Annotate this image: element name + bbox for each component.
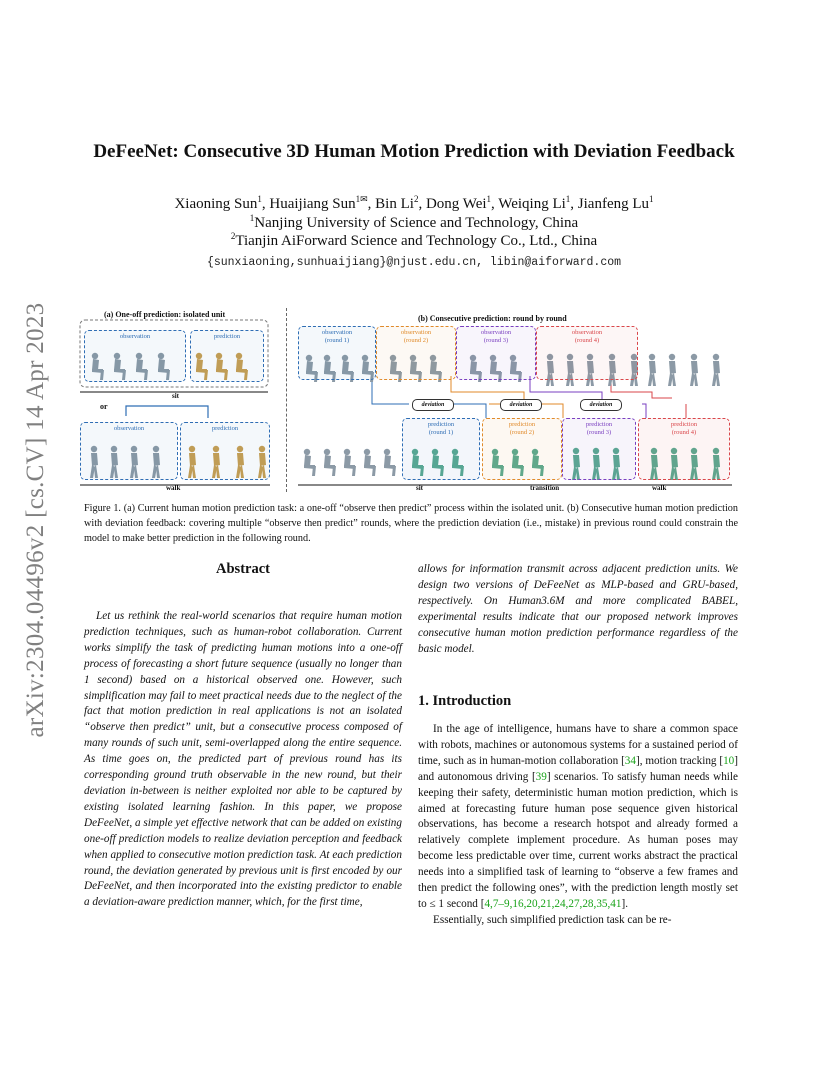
intro-paragraph-2: Essentially, such simplified prediction task can be re- — [433, 913, 672, 926]
affiliation-1: $^1$Nanjing University of Science and Technology, China — [249, 213, 579, 231]
or-label: or — [100, 402, 108, 411]
paper-title: DeFeeNet: Consecutive 3D Human Motion Prediction with Deviation Feedback — [93, 141, 735, 162]
observation-label: observation — [113, 425, 145, 432]
author-emails: {sunxiaoning,sunhuaijiang}@njust.edu.cn, libin@aiforward.com — [206, 256, 622, 269]
author-list: Xiaoning Sun$^1$, Huaijiang Sun$^{1✉}$, Bin Li$^2$, Dong Wei$^1$, Weiqing Li$^1$, Jianfeng Lu$^1$ — [174, 194, 654, 212]
axis-label-sit: sit — [172, 392, 179, 400]
citation-links[interactable]: 4,7–9,16,20,21,24,27,28,35,41 — [484, 897, 622, 910]
figure-caption: Figure 1. (a) Current human motion prediction task: a one-off “observe then predict” process within the isolated unit. (b) Consecutive human motion prediction with deviation feedback: covering multiple “observe then predict” rounds, where the prediction deviation (i.e., mistake) in previous round could constrain the model to make better prediction in the following round. — [84, 503, 738, 545]
prediction-round-3-label: prediction (round 3) — [585, 421, 613, 436]
observation-round-3-label: observation (round 3) — [480, 329, 512, 344]
axis-label-sit: sit — [416, 484, 423, 492]
affiliation-2: $^2$Tianjin AiForward Science and Technology Co., Ltd., China — [230, 231, 598, 249]
axis-label-transition: transition — [530, 484, 560, 492]
prediction-round-4-label: prediction (round 4) — [670, 421, 698, 436]
prediction-round-2-label: prediction (round 2) — [508, 421, 536, 436]
introduction-heading: 1. Introduction — [418, 693, 512, 709]
observation-round-2-label: observation (round 2) — [400, 329, 432, 344]
figure-1 — [76, 306, 736, 492]
abstract-heading: Abstract — [216, 561, 270, 577]
prediction-label: prediction — [213, 333, 241, 340]
observation-label: observation — [119, 333, 151, 340]
axis-label-walk: walk — [652, 484, 667, 492]
observation-round-4-label: observation (round 4) — [571, 329, 603, 344]
figure-panel-b-title: (b) Consecutive prediction: round by round — [418, 314, 567, 323]
figure-panel-a-title: (a) One-off prediction: isolated unit — [104, 310, 226, 319]
observation-round-1-label: observation (round 1) — [321, 329, 353, 344]
citation-link[interactable]: 39 — [535, 770, 547, 783]
panel-separator — [286, 308, 287, 492]
prediction-label: prediction — [211, 425, 239, 432]
deviation-node-1: deviation — [412, 399, 454, 411]
deviation-node-2: deviation — [500, 399, 542, 411]
axis-label-walk: walk — [166, 484, 181, 492]
citation-link[interactable]: 34 — [624, 754, 636, 767]
abstract-text-continued: allows for information transmit across adjacent prediction units. We design two versions of DeFeeNet as MLP-based and GRU-based, respectively. On Human3.6M and more complicated BABEL, experimental results indicate that our proposed network improves consecutive human motion prediction performance regardless of the basic model. — [418, 563, 738, 655]
abstract-text: Let us rethink the real-world scenarios that require human motion prediction techniques, such as human-robot collaboration. Current works simplify the task of predicting human motions into a one-off process of forecasting a short future sequence (usually no longer than 1 second) based on a historical observed one. However, such simplification may fail to meet practical needs due to the neglect of the fact that motion prediction in real applications is not an isolated “observe then predict” unit, but a consecutive process composed of many rounds of such unit, semi-overlapped along the entire sequence. As time goes on, the predicted part of previous round has its corresponding ground truth observable in the new round, but their deviation in-between is neither exploited nor able to be captured by existing isolated learning fashion. In this paper, we propose DeFeeNet, a simple yet effective network that can be added on existing one-off prediction models to realize deviation perception and feedback when applied to consecutive motion prediction task. At each prediction round, the deviation generated by previous unit is first encoded by our DeFeeNet, and then incorporated into the existing predictor to enable a deviation-aware prediction manner, which, for the first time, — [84, 610, 402, 909]
prediction-round-1-label: prediction (round 1) — [427, 421, 455, 436]
intro-paragraph-1: In the age of intelligence, humans have to share a common space with robots, machines or autonomous systems for a sustained period of time, such as in human-motion collaboration [34], motion tracking [10] and autonomous driving [39] scenarios. To satisfy human needs while keeping their safety, deterministic human motion prediction, which is aimed at forecasting future human pose sequence given historical observations, has become a research hotspot and already formed a relatively complete implement procedure. As human poses may become less predictable over time, current works abstract the practical needs into a simplified task of learning to “observe a few frames and then predict the following ones”, with the prediction length mostly set to ≤ 1 second [4,7–9,16,20,21,24,27,28,35,41]. — [418, 723, 738, 910]
introduction-text — [418, 722, 738, 929]
citation-link[interactable]: 10 — [723, 754, 735, 767]
deviation-node-3: deviation — [580, 399, 622, 411]
arxiv-identifier: arXiv:2304.04496v2 [cs.CV] 14 Apr 2023 — [22, 302, 49, 738]
